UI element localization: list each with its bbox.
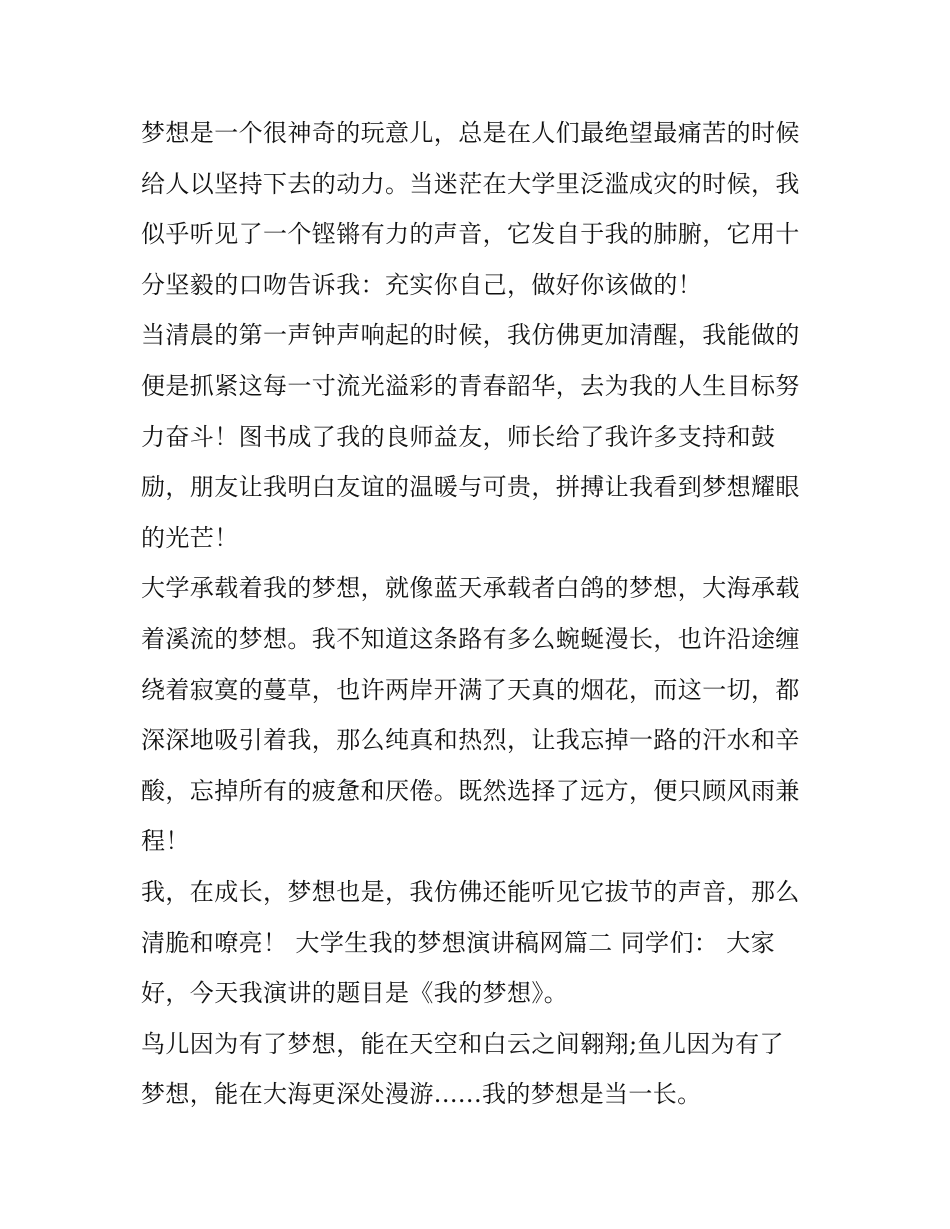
text-line: 我，在成长，梦想也是，我仿佛还能听见它拔节的声音，那么 [141, 877, 800, 906]
text-line: 清脆和嘹亮！ 大学生我的梦想演讲稿网篇二 同学们： 大家 [141, 928, 776, 957]
text-line: 分坚毅的口吻告诉我：充实你自己，做好你该做的！ [141, 270, 703, 299]
text-line: 给人以坚持下去的动力。当迷茫在大学里泛滥成灾的时候，我 [141, 169, 800, 198]
text-line: 梦想是一个很神奇的玩意儿，总是在人们最绝望最痛苦的时候 [141, 119, 800, 147]
text-line: 酸，忘掉所有的疲惫和厌倦。既然选择了远方，便只顾风雨兼 [141, 776, 800, 805]
text-line: 当清晨的第一声钟声响起的时候，我仿佛更加清醒，我能做的 [141, 321, 800, 350]
text-line: 梦想，能在大海更深处漫游......我的梦想是当一长。 [141, 1080, 702, 1109]
text-line: 绕着寂寞的蔓草，也许两岸开满了天真的烟花，而这一切，都 [141, 675, 800, 704]
text-line: 大学承载着我的梦想，就像蓝天承载者白鸽的梦想，大海承载 [141, 574, 800, 603]
text-line: 深深地吸引着我，那么纯真和热烈，让我忘掉一路的汗水和辛 [141, 726, 800, 755]
text-line: 励，朋友让我明白友谊的温暖与可贵，拼搏让我看到梦想耀眼 [141, 473, 800, 502]
document-body [141, 108, 821, 1120]
text-line: 似乎听见了一个铿锵有力的声音，它发自于我的肺腑，它用十 [141, 220, 800, 249]
text-line: 程！ [141, 827, 190, 856]
text-line: 好，今天我演讲的题目是《我的梦想》。 [141, 979, 569, 1008]
text-line: 力奋斗！图书成了我的良师益友，师长给了我许多支持和鼓 [141, 422, 776, 451]
text-line: 鸟儿因为有了梦想，能在天空和白云之间翱翔;鱼儿因为有了 [141, 1029, 784, 1058]
text-line: 着溪流的梦想。我不知道这条路有多么蜿蜒漫长，也许沿途缠 [141, 624, 800, 653]
text-line: 便是抓紧这每一寸流光溢彩的青春韶华，去为我的人生目标努 [141, 371, 800, 400]
text-line: 的光芒！ [141, 523, 239, 552]
